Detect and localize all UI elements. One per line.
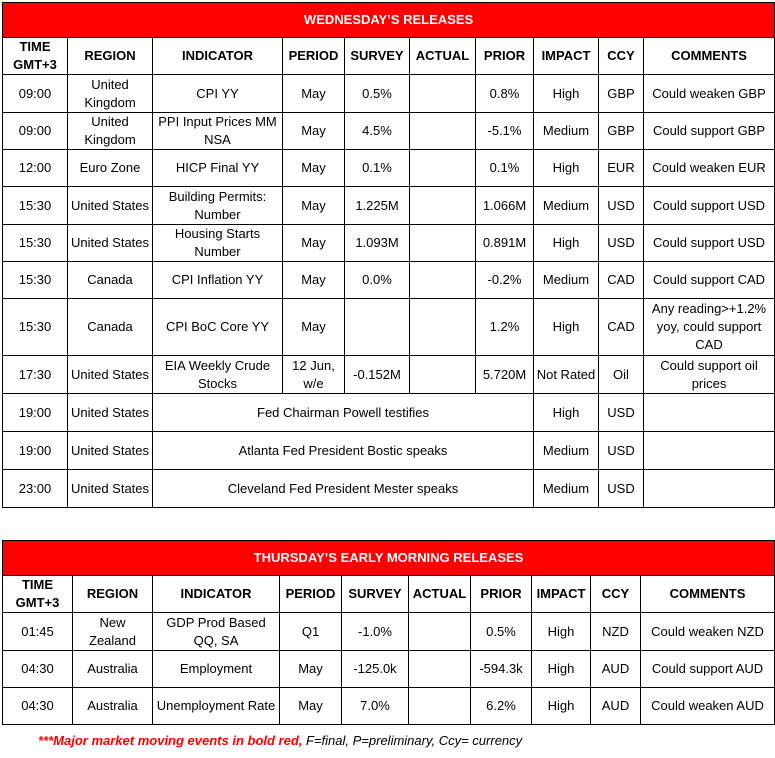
table-row (3, 113, 775, 150)
cell-time: 19:00 (3, 394, 68, 432)
cell-period: 12 Jun, w/e (283, 356, 345, 394)
cell-region: Australia (73, 651, 153, 688)
column-header-period: PERIOD (283, 38, 345, 75)
cell-comments: Could support USD (644, 225, 775, 262)
column-header-prior: PRIOR (476, 38, 534, 75)
cell-prior: 0.891M (476, 225, 534, 262)
table-row (3, 688, 775, 725)
cell-ccy: NZD (591, 613, 641, 651)
footnote-legend: F=final, P=preliminary, Ccy= currency (302, 733, 523, 748)
cell-event: Cleveland Fed President Mester speaks (153, 470, 534, 508)
cell-period: Q1 (280, 613, 342, 651)
cell-comments: Could support CAD (644, 262, 775, 299)
cell-prior: -0.2% (476, 262, 534, 299)
cell-comments (644, 432, 775, 470)
cell-impact: Medium (534, 113, 599, 150)
cell-indicator: CPI Inflation YY (153, 262, 283, 299)
thursday-header-row (3, 576, 775, 613)
cell-survey: -125.0k (342, 651, 409, 688)
cell-impact: High (534, 75, 599, 113)
cell-time: 09:00 (3, 113, 68, 150)
cell-comments (644, 394, 775, 432)
wednesday-title: WEDNESDAY’S RELEASES (3, 3, 775, 38)
column-header-impact: IMPACT (534, 38, 599, 75)
column-header-region: REGION (73, 576, 153, 613)
cell-region: Euro Zone (68, 150, 153, 187)
footnote-highlight: ***Major market moving events in bold red, (38, 733, 303, 748)
cell-time: 19:00 (3, 432, 68, 470)
cell-ccy: CAD (599, 262, 644, 299)
table-row (3, 299, 775, 356)
table-row (3, 356, 775, 394)
cell-comments: Could support USD (644, 187, 775, 225)
cell-time: 04:30 (3, 651, 73, 688)
cell-comments: Any reading>+1.2% yoy, could support CAD (644, 299, 775, 356)
cell-ccy: GBP (599, 113, 644, 150)
cell-impact: Not Rated (534, 356, 599, 394)
column-header-actual: ACTUAL (409, 576, 471, 613)
cell-period: May (283, 75, 345, 113)
cell-region: New Zealand (73, 613, 153, 651)
cell-region: Canada (68, 262, 153, 299)
cell-indicator: HICP Final YY (153, 150, 283, 187)
cell-event: Fed Chairman Powell testifies (153, 394, 534, 432)
cell-actual (410, 75, 476, 113)
cell-ccy: USD (599, 187, 644, 225)
cell-period: May (283, 262, 345, 299)
cell-impact: High (532, 613, 591, 651)
cell-indicator: CPI YY (153, 75, 283, 113)
cell-time: 15:30 (3, 299, 68, 356)
cell-time: 17:30 (3, 356, 68, 394)
column-header-ccy: CCY (599, 38, 644, 75)
cell-period: May (283, 113, 345, 150)
cell-time: 15:30 (3, 187, 68, 225)
cell-impact: High (534, 394, 599, 432)
thursday-title: THURSDAY’S EARLY MORNING RELEASES (3, 541, 775, 576)
cell-ccy: USD (599, 394, 644, 432)
cell-prior: -594.3k (471, 651, 532, 688)
column-header-time: TIME GMT+3 (3, 38, 68, 75)
cell-ccy: USD (599, 470, 644, 508)
cell-indicator: Unemployment Rate (153, 688, 280, 725)
cell-actual (410, 225, 476, 262)
cell-region: Canada (68, 299, 153, 356)
cell-indicator: CPI BoC Core YY (153, 299, 283, 356)
cell-impact: High (534, 299, 599, 356)
cell-indicator: GDP Prod Based QQ, SA (153, 613, 280, 651)
cell-period: May (280, 688, 342, 725)
cell-indicator: Employment (153, 651, 280, 688)
table-row (3, 651, 775, 688)
event-row (3, 394, 775, 432)
table-row (3, 150, 775, 187)
cell-survey: 0.5% (345, 75, 410, 113)
cell-prior: 0.5% (471, 613, 532, 651)
cell-time: 01:45 (3, 613, 73, 651)
column-header-period: PERIOD (280, 576, 342, 613)
cell-actual (410, 113, 476, 150)
cell-region: United States (68, 356, 153, 394)
cell-indicator: EIA Weekly Crude Stocks (153, 356, 283, 394)
cell-comments: Could support AUD (641, 651, 775, 688)
cell-time: 15:30 (3, 225, 68, 262)
cell-actual (410, 299, 476, 356)
footnote (38, 733, 522, 748)
cell-event: Atlanta Fed President Bostic speaks (153, 432, 534, 470)
event-row (3, 470, 775, 508)
cell-period: May (283, 225, 345, 262)
cell-survey: 7.0% (342, 688, 409, 725)
cell-ccy: GBP (599, 75, 644, 113)
cell-actual (410, 150, 476, 187)
cell-actual (409, 613, 471, 651)
cell-impact: High (532, 651, 591, 688)
cell-time: 15:30 (3, 262, 68, 299)
cell-time: 12:00 (3, 150, 68, 187)
cell-region: United States (68, 432, 153, 470)
column-header-impact: IMPACT (532, 576, 591, 613)
event-row (3, 432, 775, 470)
cell-ccy: EUR (599, 150, 644, 187)
column-header-comments: COMMENTS (644, 38, 775, 75)
cell-prior: 0.8% (476, 75, 534, 113)
cell-period: May (280, 651, 342, 688)
cell-actual (410, 262, 476, 299)
cell-survey: 0.0% (345, 262, 410, 299)
cell-actual (410, 356, 476, 394)
cell-impact: Medium (534, 470, 599, 508)
cell-prior: 5.720M (476, 356, 534, 394)
cell-time: 23:00 (3, 470, 68, 508)
cell-survey: -0.152M (345, 356, 410, 394)
cell-actual (409, 688, 471, 725)
cell-indicator: Housing Starts Number (153, 225, 283, 262)
cell-region: United States (68, 470, 153, 508)
cell-survey: 1.093M (345, 225, 410, 262)
cell-indicator: Building Permits: Number (153, 187, 283, 225)
table-row (3, 187, 775, 225)
cell-survey (345, 299, 410, 356)
column-header-indicator: INDICATOR (153, 38, 283, 75)
cell-region: United Kingdom (68, 113, 153, 150)
column-header-region: REGION (68, 38, 153, 75)
cell-impact: High (534, 150, 599, 187)
cell-region: Australia (73, 688, 153, 725)
cell-survey: -1.0% (342, 613, 409, 651)
column-header-comments: COMMENTS (641, 576, 775, 613)
cell-survey: 4.5% (345, 113, 410, 150)
cell-prior: 0.1% (476, 150, 534, 187)
column-header-survey: SURVEY (345, 38, 410, 75)
cell-prior: 1.066M (476, 187, 534, 225)
cell-impact: High (534, 225, 599, 262)
column-header-survey: SURVEY (342, 576, 409, 613)
cell-time: 09:00 (3, 75, 68, 113)
cell-impact: Medium (534, 432, 599, 470)
table-row (3, 613, 775, 651)
column-header-time: TIME GMT+3 (3, 576, 73, 613)
cell-ccy: USD (599, 225, 644, 262)
cell-comments: Could weaken AUD (641, 688, 775, 725)
cell-region: United Kingdom (68, 75, 153, 113)
table-row (3, 262, 775, 299)
cell-prior: -5.1% (476, 113, 534, 150)
column-header-indicator: INDICATOR (153, 576, 280, 613)
cell-region: United States (68, 187, 153, 225)
column-header-ccy: CCY (591, 576, 641, 613)
cell-period: May (283, 187, 345, 225)
column-header-prior: PRIOR (471, 576, 532, 613)
cell-period: May (283, 150, 345, 187)
cell-actual (409, 651, 471, 688)
cell-survey: 0.1% (345, 150, 410, 187)
cell-comments: Could weaken EUR (644, 150, 775, 187)
cell-ccy: Oil (599, 356, 644, 394)
wednesday-header-row (3, 38, 775, 75)
column-header-actual: ACTUAL (410, 38, 476, 75)
cell-time: 04:30 (3, 688, 73, 725)
cell-comments: Could support GBP (644, 113, 775, 150)
cell-ccy: AUD (591, 651, 641, 688)
table-row (3, 75, 775, 113)
cell-impact: Medium (534, 262, 599, 299)
cell-region: United States (68, 225, 153, 262)
cell-comments (644, 470, 775, 508)
cell-actual (410, 187, 476, 225)
cell-prior: 6.2% (471, 688, 532, 725)
cell-indicator: PPI Input Prices MM NSA (153, 113, 283, 150)
cell-survey: 1.225M (345, 187, 410, 225)
cell-ccy: AUD (591, 688, 641, 725)
cell-comments: Could support oil prices (644, 356, 775, 394)
cell-comments: Could weaken GBP (644, 75, 775, 113)
wednesday-releases-table (2, 2, 775, 508)
cell-ccy: USD (599, 432, 644, 470)
cell-prior: 1.2% (476, 299, 534, 356)
cell-ccy: CAD (599, 299, 644, 356)
table-row (3, 225, 775, 262)
cell-impact: Medium (534, 187, 599, 225)
thursday-releases-table (2, 540, 775, 725)
cell-comments: Could weaken NZD (641, 613, 775, 651)
cell-region: United States (68, 394, 153, 432)
cell-period: May (283, 299, 345, 356)
cell-impact: High (532, 688, 591, 725)
